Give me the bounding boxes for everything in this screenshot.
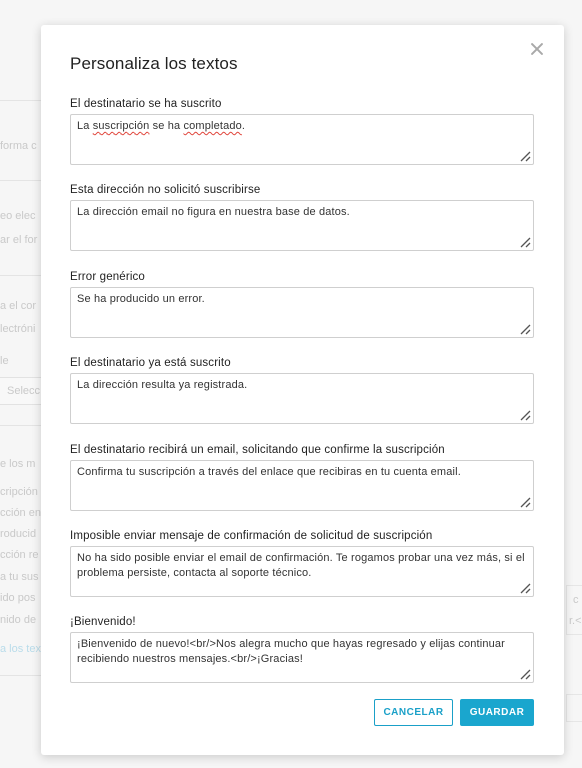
resize-handle-icon[interactable] bbox=[519, 150, 531, 162]
field-label: Error genérico bbox=[70, 271, 145, 283]
background-select bbox=[0, 377, 45, 405]
textarea-not-requested[interactable] bbox=[70, 200, 534, 251]
background-text: c bbox=[573, 594, 579, 606]
dialog-title: Personaliza los textos bbox=[70, 54, 238, 73]
field-label: Esta dirección no solicitó suscribirse bbox=[70, 184, 261, 196]
background-text: lectróni bbox=[0, 323, 36, 335]
misspelled-word: completado bbox=[183, 120, 242, 132]
field-already-subscribed bbox=[70, 356, 534, 424]
textarea-welcome[interactable] bbox=[70, 632, 534, 683]
textarea-already-subscribed[interactable] bbox=[70, 373, 534, 424]
field-label: El destinatario recibirá un email, solicitando que confirme la suscripción bbox=[70, 444, 445, 456]
background-box bbox=[566, 694, 582, 722]
background-text: le bbox=[0, 355, 9, 367]
background-text: cción en bbox=[0, 507, 41, 519]
background-box bbox=[566, 585, 582, 635]
text-fragment: La bbox=[77, 120, 93, 132]
background-text: forma c bbox=[0, 140, 37, 152]
resize-handle-icon[interactable] bbox=[519, 668, 531, 680]
resize-handle-icon[interactable] bbox=[519, 323, 531, 335]
background-select-placeholder: Selecc bbox=[7, 385, 41, 397]
field-confirmation-failed bbox=[70, 529, 534, 597]
background-text: cción re bbox=[0, 549, 39, 561]
text-fragment: se ha bbox=[149, 120, 184, 132]
background-text: roducid bbox=[0, 528, 37, 540]
misspelled-word: suscripción bbox=[92, 120, 150, 132]
background-text: ar el for bbox=[0, 234, 38, 246]
resize-handle-icon[interactable] bbox=[519, 582, 531, 594]
field-subscribed bbox=[70, 97, 534, 165]
textarea-confirmation-failed[interactable] bbox=[70, 546, 534, 597]
customize-texts-dialog bbox=[41, 25, 564, 755]
textarea-value: No ha sido posible enviar el email de confirmación. Te rogamos probar una vez más, si el problema persiste, contacta al soporte técnico. bbox=[77, 552, 525, 579]
textarea-confirmation-request[interactable] bbox=[70, 460, 534, 511]
field-label: El destinatario ya está suscrito bbox=[70, 357, 231, 369]
resize-handle-icon[interactable] bbox=[519, 409, 531, 421]
field-confirmation-request bbox=[70, 443, 534, 511]
textarea-value: La dirección email no figura en nuestra base de datos. bbox=[77, 206, 350, 218]
resize-handle-icon[interactable] bbox=[519, 236, 531, 248]
field-welcome bbox=[70, 615, 534, 683]
text-fragment: . bbox=[241, 120, 246, 132]
field-label: El destinatario se ha suscrito bbox=[70, 98, 222, 110]
field-generic-error bbox=[70, 270, 534, 338]
background-text: e los m bbox=[0, 458, 36, 470]
resize-handle-icon[interactable] bbox=[519, 496, 531, 508]
textarea-generic-error[interactable] bbox=[70, 287, 534, 338]
field-label: ¡Bienvenido! bbox=[70, 616, 136, 628]
close-icon[interactable] bbox=[530, 42, 544, 56]
textarea-value: La dirección resulta ya registrada. bbox=[77, 379, 248, 391]
background-text: ido pos bbox=[0, 592, 36, 604]
background-text: r.< bbox=[569, 615, 582, 627]
cancel-button[interactable]: CANCELAR bbox=[374, 699, 453, 726]
textarea-value: ¡Bienvenido de nuevo!<br/>Nos alegra mucho que hayas regresado y elijas continuar recibiendo nuestros mensajes.<br/>¡Gracias! bbox=[77, 638, 505, 665]
background-text: a tu sus bbox=[0, 571, 39, 583]
background-text: a el cor bbox=[0, 300, 37, 312]
field-label: Imposible enviar mensaje de confirmación de solicitud de suscripción bbox=[70, 530, 433, 542]
textarea-value: Confirma tu suscripción a través del enlace que recibiras en tu cuenta email. bbox=[77, 466, 461, 478]
background-text: cripción bbox=[0, 486, 38, 498]
field-not-requested bbox=[70, 183, 534, 251]
background-text: nido de bbox=[0, 614, 37, 626]
textarea-value: Se ha producido un error. bbox=[77, 293, 205, 305]
textarea-subscribed[interactable] bbox=[70, 114, 534, 165]
background-link: a los tex bbox=[0, 643, 41, 655]
background-text: eo elec bbox=[0, 210, 36, 222]
save-button[interactable]: GUARDAR bbox=[460, 699, 534, 726]
